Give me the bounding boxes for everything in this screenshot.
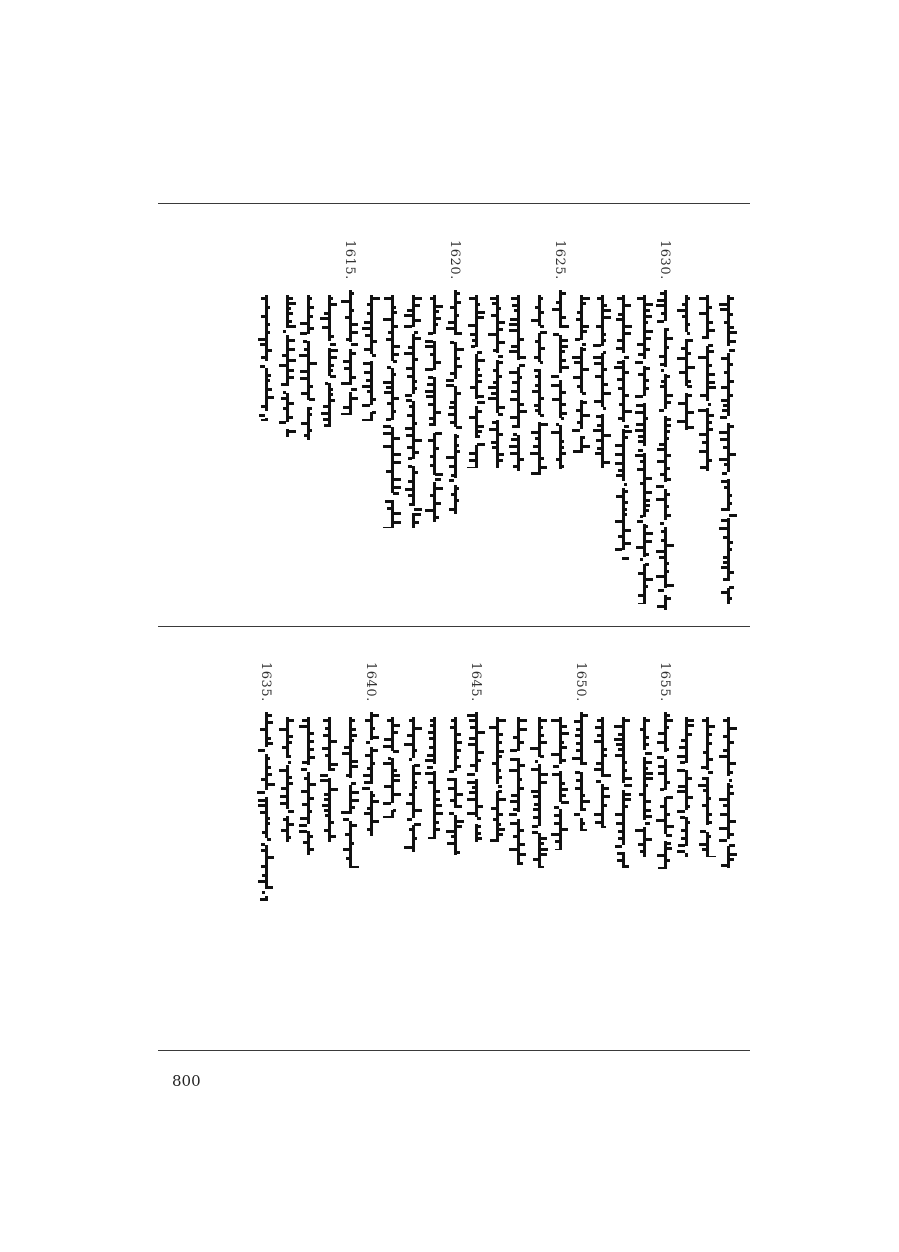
line-number: 1615. — [342, 240, 357, 280]
text-column — [254, 240, 278, 610]
text-column — [380, 662, 404, 982]
mongolian-script-line — [674, 717, 698, 857]
bottom-rule — [158, 1050, 750, 1051]
text-column — [401, 240, 425, 610]
text-column — [527, 662, 551, 982]
mongolian-script-line — [653, 712, 677, 869]
mongolian-script-line — [653, 290, 677, 610]
mongolian-script-line — [716, 295, 740, 604]
text-column — [590, 240, 614, 610]
mongolian-script-line — [611, 717, 635, 868]
text-column — [611, 662, 635, 982]
mongolian-script-line — [632, 717, 656, 857]
mongolian-script-line — [485, 295, 509, 468]
text-column — [317, 662, 341, 982]
mongolian-script-line — [422, 295, 446, 522]
text-column — [716, 662, 740, 982]
mongolian-script-line — [464, 295, 488, 468]
text-column — [632, 662, 656, 982]
line-number: 1645. — [468, 662, 483, 702]
text-column — [359, 662, 383, 982]
mongolian-script-line — [695, 717, 719, 857]
line-number: 1625. — [552, 240, 567, 280]
page-number: 800 — [172, 1072, 201, 1090]
mongolian-script-line — [422, 717, 446, 839]
mongolian-script-line — [443, 290, 467, 514]
text-column — [464, 240, 488, 610]
line-number: 1650. — [573, 662, 588, 702]
text-column — [443, 240, 467, 610]
text-column — [338, 662, 362, 982]
mongolian-script-line — [338, 717, 362, 868]
mongolian-script-line — [506, 295, 530, 471]
text-column — [380, 240, 404, 610]
mongolian-script-line — [317, 717, 341, 842]
text-column — [569, 662, 593, 982]
mongolian-script-line — [716, 717, 740, 868]
text-column — [443, 662, 467, 982]
text-column — [611, 240, 635, 610]
mongolian-script-line — [317, 295, 341, 427]
text-column — [590, 662, 614, 982]
mongolian-script-line — [254, 295, 278, 421]
mongolian-script-line — [380, 717, 404, 818]
text-column — [674, 240, 698, 610]
text-column — [695, 240, 719, 610]
text-column — [317, 240, 341, 610]
text-column — [275, 662, 299, 982]
mongolian-script-line — [590, 295, 614, 468]
mongolian-script-line — [296, 717, 320, 855]
text-column — [653, 662, 677, 982]
mongolian-script-line — [527, 717, 551, 868]
text-column — [275, 240, 299, 610]
line-number: 1635. — [258, 662, 273, 702]
mongolian-script-line — [275, 295, 299, 437]
line-number: 1620. — [447, 240, 462, 280]
text-column — [296, 662, 320, 982]
lower-text-block — [160, 662, 740, 982]
mongolian-script-line — [380, 295, 404, 528]
upper-text-block — [160, 240, 740, 610]
mongolian-script-line — [296, 295, 320, 440]
mongolian-script-line — [527, 295, 551, 475]
text-column — [296, 240, 320, 610]
text-column — [632, 240, 656, 610]
text-column — [464, 662, 488, 982]
text-column — [422, 662, 446, 982]
text-column — [485, 662, 509, 982]
text-column — [653, 240, 677, 610]
top-rule — [158, 203, 750, 204]
mongolian-script-line — [548, 717, 572, 850]
mongolian-script-line — [590, 717, 614, 828]
text-column — [359, 240, 383, 610]
text-column — [401, 662, 425, 982]
text-column — [506, 240, 530, 610]
mongolian-script-line — [401, 717, 425, 852]
text-column — [569, 240, 593, 610]
mongolian-script-line — [632, 295, 656, 604]
text-column — [506, 662, 530, 982]
text-column — [485, 240, 509, 610]
mongolian-script-line — [611, 295, 635, 560]
text-column — [548, 240, 572, 610]
line-number: 1630. — [657, 240, 672, 280]
mongolian-script-line — [464, 712, 488, 842]
mongolian-script-line — [674, 295, 698, 430]
text-column — [674, 662, 698, 982]
text-column — [338, 240, 362, 610]
mongolian-script-line — [401, 295, 425, 528]
text-column — [695, 662, 719, 982]
text-column — [422, 240, 446, 610]
text-column — [527, 240, 551, 610]
line-number: 1655. — [657, 662, 672, 702]
mongolian-script-line — [338, 290, 362, 415]
mongolian-script-line — [506, 717, 530, 865]
mongolian-script-line — [359, 712, 383, 836]
mongolian-script-line — [275, 717, 299, 842]
text-column — [716, 240, 740, 610]
mongolian-script-line — [359, 295, 383, 421]
line-number: 1640. — [363, 662, 378, 702]
mongolian-script-line — [569, 712, 593, 831]
text-column — [548, 662, 572, 982]
text-column — [254, 662, 278, 982]
mongolian-script-line — [569, 295, 593, 453]
mongolian-script-line — [695, 295, 719, 471]
middle-rule — [158, 626, 750, 627]
mongolian-script-line — [443, 717, 467, 855]
mongolian-script-line — [548, 290, 572, 469]
mongolian-script-line — [254, 712, 278, 901]
mongolian-script-line — [485, 717, 509, 842]
